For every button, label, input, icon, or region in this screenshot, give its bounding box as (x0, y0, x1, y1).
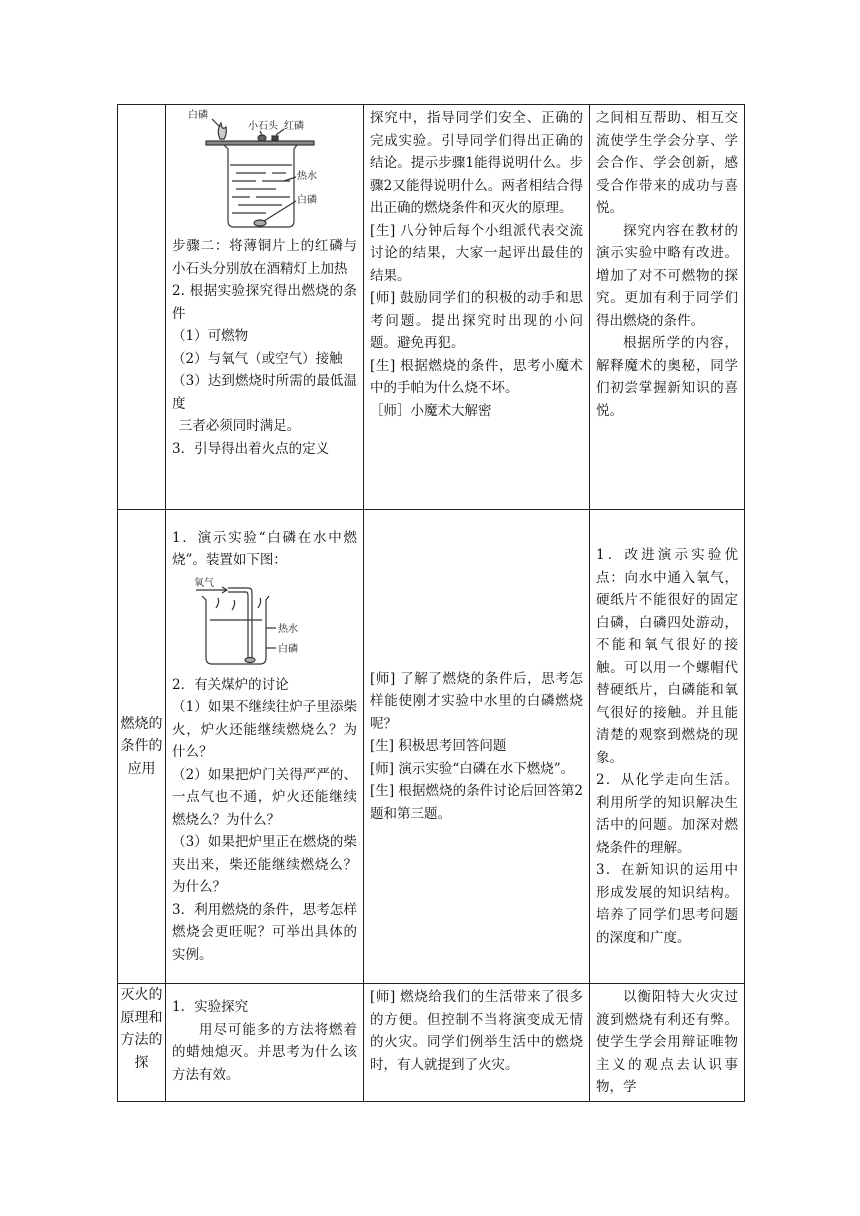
lesson-plan-table (117, 104, 745, 1102)
row2-activity-cell (166, 510, 364, 984)
white-red-phosphorus-beaker-figure (166, 105, 362, 233)
paragraph: 3．在新知识的运用中形成发展的知识结构。培养了同学们思考问题的深度和广度。 (596, 862, 738, 946)
stove-discussion-heading: 2．有关煤炉的讨论 (172, 676, 289, 693)
paragraph: 根据所学的内容，解释魔术的奥秘，同学们初尝掌握新知识的喜悦。 (596, 335, 738, 419)
row3-activity-cell (166, 984, 364, 1102)
row1-design-intent-cell (590, 105, 745, 510)
figure-label-white-phosphorus-bottom: 白磷 (297, 195, 317, 206)
paragraph: 以衡阳特大火灾过渡到燃烧有利还有弊。使学生学会用辩证唯物主义的观点去认识事物，学 (596, 989, 738, 1095)
table-row (118, 105, 745, 510)
discussion-question: （1）如果不继续往炉子里添柴火，炉火还能继续燃烧么？为什么？ (172, 699, 357, 761)
figure-label-white-phosphorus: 白磷 (188, 110, 208, 121)
row3-teacher-student-cell (364, 984, 590, 1102)
table-row (118, 510, 745, 984)
paragraph: 2．从化学走向生活。利用所学的知识解决生活中的问题。加深对燃烧条件的理解。 (596, 772, 738, 856)
paragraph: [生] 八分钟后每个小组派代表交流讨论的结果，大家一起评出最佳的结果。 (370, 222, 583, 284)
ignition-point-text: 3．引导得出着火点的定义 (172, 440, 330, 457)
paragraph: 之间相互帮助、相互交流使学生学会分享、学会合作、学会创新，感受合作带来的成功与喜悦。 (596, 110, 738, 216)
row1-activity-cell (166, 105, 364, 510)
row2-teacher-student-cell (364, 510, 590, 984)
section-title: 燃烧的条件的应用 (120, 715, 163, 777)
paragraph: [生] 积极思考回答问题 (370, 738, 507, 755)
experiment-heading: 1．实验探究 (172, 999, 249, 1015)
row3-section-cell (118, 984, 166, 1102)
paragraph: [生] 根据燃烧的条件讨论后回答第2题和第三题。 (370, 783, 583, 822)
figure-label-red-phosphorus: 红磷 (284, 121, 304, 132)
figure-label-hot-water: 热水 (297, 171, 317, 182)
discussion-question: 3．利用燃烧的条件，思考怎样燃烧会更旺呢？可举出具体的实例。 (172, 901, 357, 963)
condition-item: （1）可燃物 (172, 328, 249, 344)
row2-section-cell (118, 510, 166, 984)
condition-item: （2）与氧气（或空气）接触 (172, 350, 343, 367)
row2-design-intent-cell (590, 510, 745, 984)
paragraph: ［师］小魔术大解密 (370, 402, 492, 419)
figure-label-stone: 小石头 (248, 121, 278, 132)
paragraph: [师] 了解了燃烧的条件后，思考怎样能使刚才实验中水里的白磷燃烧呢？ (370, 670, 583, 732)
row3-design-intent-cell (590, 984, 745, 1102)
figure-label-white-phosphorus: 白磷 (278, 643, 298, 655)
paragraph: [师] 演示实验“白磷在水下燃烧”。 (370, 760, 575, 777)
white-phosphorus-underwater-figure (166, 574, 362, 672)
paragraph: [师] 鼓励同学们的积极的动手和思考问题。提出探究时出现的小问题。避免再犯。 (370, 290, 583, 351)
row1-teacher-student-cell (364, 105, 590, 510)
paragraph: [生] 根据燃烧的条件，思考小魔术中的手帕为什么烧不坏。 (370, 357, 583, 396)
paragraph: 用尽可能多的方法将燃着的蜡烛熄灭。并思考为什么该方法有效。 (172, 1021, 357, 1083)
paragraph: [师] 燃烧给我们的生活带来了很多的方便。但控制不当将演变成无情的火灾。同学们例举生活中的燃烧时，有人就提到了火灾。 (370, 989, 583, 1073)
row1-section-cell (118, 105, 166, 510)
table-row (118, 984, 745, 1102)
demo-experiment-text: 1．演示实验“白磷在水中燃烧”。装置如下图： (172, 529, 357, 569)
paragraph: 1．改进演示实验优点：向水中通入氧气，硬纸片不能很好的固定白磷，白磷四处游动，不能和氧气很好的接触。可以用一个螺帽代替硬纸片，白磷能和氧气很好的接触。并且能清楚的观察到燃烧的现象。 (596, 547, 738, 766)
figure-label-hot-water: 热水 (278, 623, 298, 635)
paragraph: 探究内容在教材的演示实验中略有改进。增加了对不可燃物的探究。更加有利于同学们得出燃烧的条件。 (596, 222, 738, 329)
paragraph: 探究中，指导同学们安全、正确的完成实验。引导同学们得出正确的结论。提示步骤1能得说明什么。步骤2又能得说明什么。两者相结合得出正确的燃烧条件和灭火的原理。 (370, 110, 583, 216)
section-title: 灭火的原理和方法的探 (120, 987, 163, 1071)
all-three-note: 三者必须同时满足。 (178, 418, 301, 434)
condition-item: （3）达到燃烧时所需的最低温度 (172, 373, 357, 412)
discussion-question: （3）如果把炉里正在燃烧的柴夹出来，柴还能继续燃烧么？为什么？ (172, 834, 357, 896)
figure-label-oxygen: 氧气 (194, 577, 214, 589)
step-two-text: 步骤二：将薄铜片上的红磷与小石头分别放在酒精灯上加热 (172, 238, 357, 277)
discussion-question: （2）如果把炉门关得严严的、一点气也不通，炉火还能继续燃烧么？为什么？ (172, 766, 357, 828)
conditions-heading: 2. 根据实验探究得出燃烧的条件 (172, 283, 357, 322)
